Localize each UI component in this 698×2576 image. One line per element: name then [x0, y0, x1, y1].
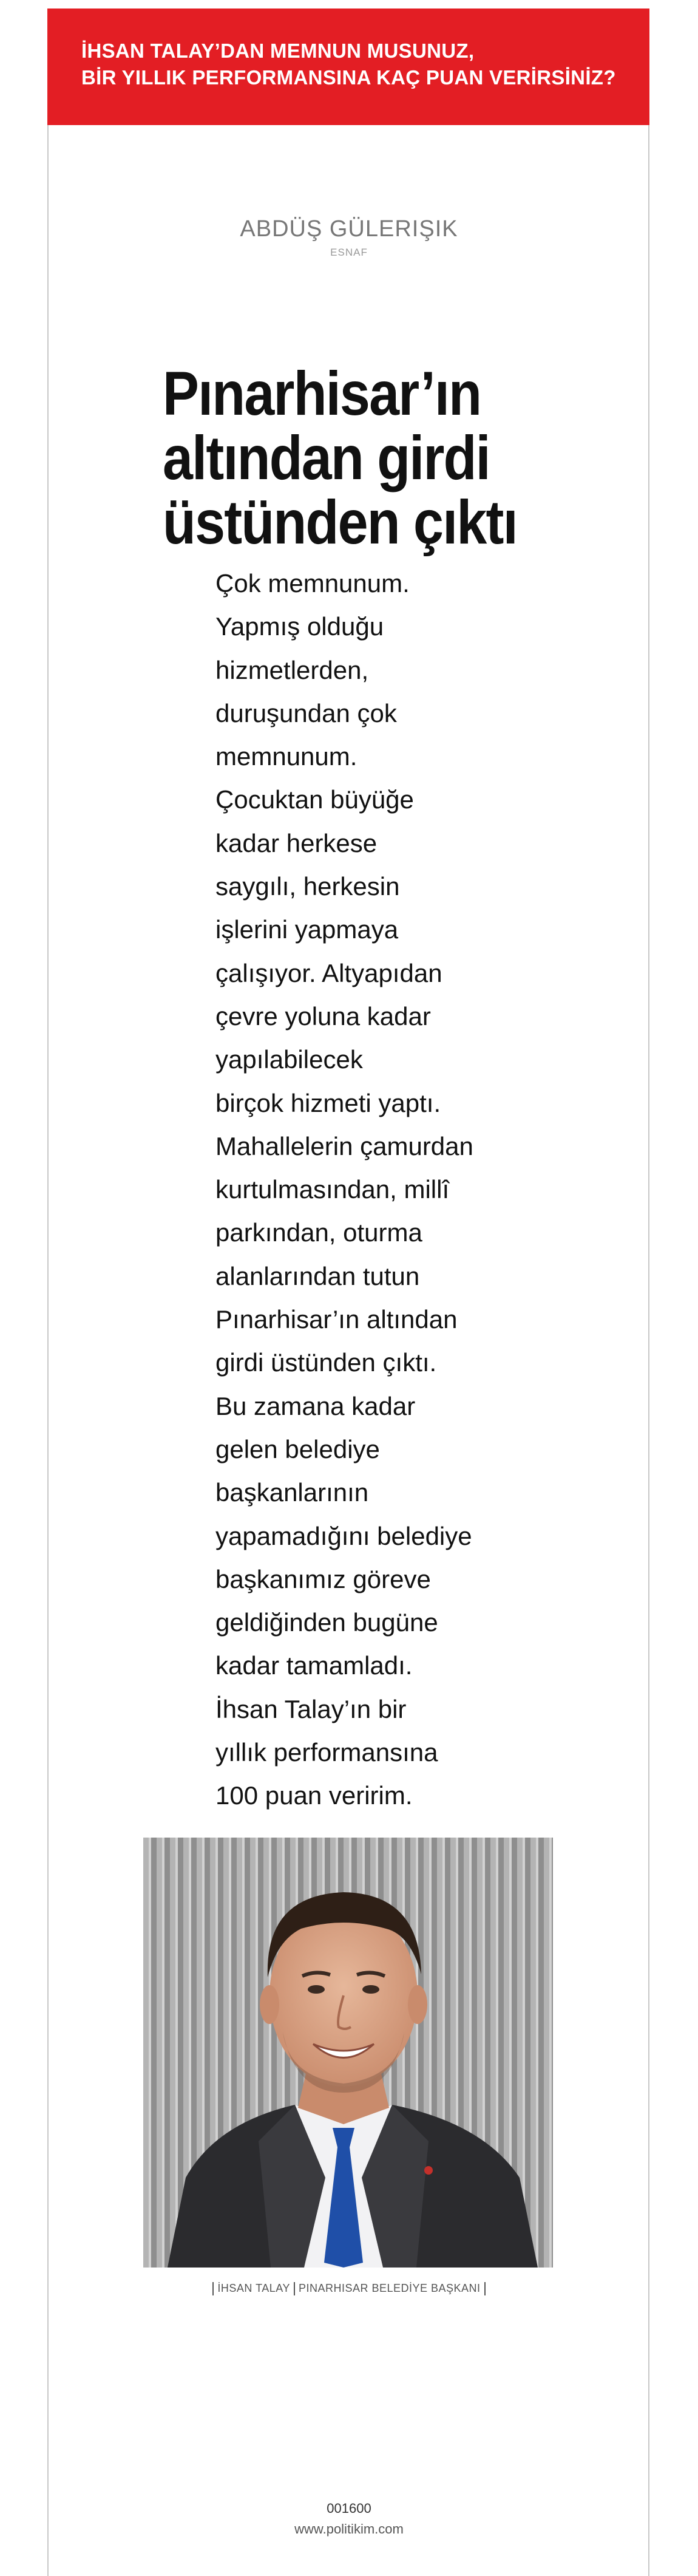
body-line: birçok hizmeti yaptı.	[215, 1088, 441, 1117]
body-line: Çok memnunum.	[215, 569, 410, 598]
body-line: başkanlarının	[215, 1478, 369, 1507]
body-line: Çocuktan büyüğe	[215, 785, 414, 814]
headline-line: altından girdi	[163, 423, 490, 492]
caption-divider	[212, 2282, 214, 2295]
page-border-left	[47, 125, 49, 2576]
ear-right	[408, 1985, 427, 2024]
article-body	[215, 562, 531, 1818]
body-line: saygılı, herkesin	[215, 872, 400, 901]
body-line: Pınarhisar’ın altından	[215, 1305, 458, 1334]
body-line: geldiğinden bugüne	[215, 1608, 438, 1637]
body-line: İhsan Talay’ın bir	[215, 1694, 407, 1723]
body-line: Bu zamana kadar	[215, 1391, 416, 1420]
body-line: Yapmış olduğu	[215, 612, 384, 641]
body-line: kurtulmasından, millî	[215, 1175, 450, 1204]
photo-caption	[0, 2282, 698, 2295]
lapel-pin	[424, 2166, 433, 2175]
body-line: alanlarından tutun	[215, 1261, 420, 1290]
body-line: çalışıyor. Altyapıdan	[215, 958, 442, 987]
body-line: gelen belediye	[215, 1434, 380, 1463]
article-headline	[163, 359, 569, 557]
body-line: kadar herkese	[215, 828, 378, 857]
headline-line: Pınarhisar’ın	[163, 359, 481, 428]
author-role: ESNAF	[330, 247, 368, 258]
eye-left	[308, 1985, 325, 1994]
portrait-illustration	[143, 1838, 553, 2268]
page-border-right	[648, 125, 649, 2576]
caption-divider	[294, 2282, 295, 2295]
body-line: yapılabilecek	[215, 1045, 363, 1074]
banner-line-2: BİR YILLIK PERFORMANSINA KAÇ PUAN VERİRSİNİZ?	[81, 66, 616, 89]
body-line: hizmetlerden,	[215, 655, 369, 684]
caption-title: PINARHISAR BELEDİYE BAŞKANI	[298, 2282, 481, 2294]
page-code: 001600	[327, 2501, 371, 2516]
ear-left	[260, 1985, 279, 2024]
caption-name: İHSAN TALAY	[217, 2282, 290, 2294]
body-line: yıllık performansına	[215, 1738, 438, 1767]
body-line: parkından, oturma	[215, 1218, 422, 1247]
website-link[interactable]: www.politikim.com	[294, 2521, 404, 2537]
caption-divider	[484, 2282, 486, 2295]
body-line: çevre yoluna kadar	[215, 1001, 431, 1031]
body-line: başkanımız göreve	[215, 1564, 431, 1593]
body-line: duruşundan çok	[215, 698, 397, 727]
banner-line-1: İHSAN TALAY’DAN MEMNUN MUSUNUZ,	[81, 39, 475, 62]
headline-line: üstünden çıktı	[163, 488, 517, 557]
body-line: memnunum.	[215, 742, 357, 771]
body-line: girdi üstünden çıktı.	[215, 1348, 437, 1377]
question-banner	[47, 9, 649, 125]
author-name: ABDÜŞ GÜLERIŞIK	[240, 216, 458, 242]
body-line: işlerini yapmaya	[215, 915, 399, 944]
body-line: Mahallelerin çamurdan	[215, 1131, 473, 1160]
body-line: yapamadığını belediye	[215, 1521, 472, 1550]
eye-right	[362, 1985, 379, 1994]
body-line: 100 puan veririm.	[215, 1781, 413, 1810]
portrait-photo	[143, 1838, 553, 2268]
body-line: kadar tamamladı.	[215, 1651, 413, 1680]
